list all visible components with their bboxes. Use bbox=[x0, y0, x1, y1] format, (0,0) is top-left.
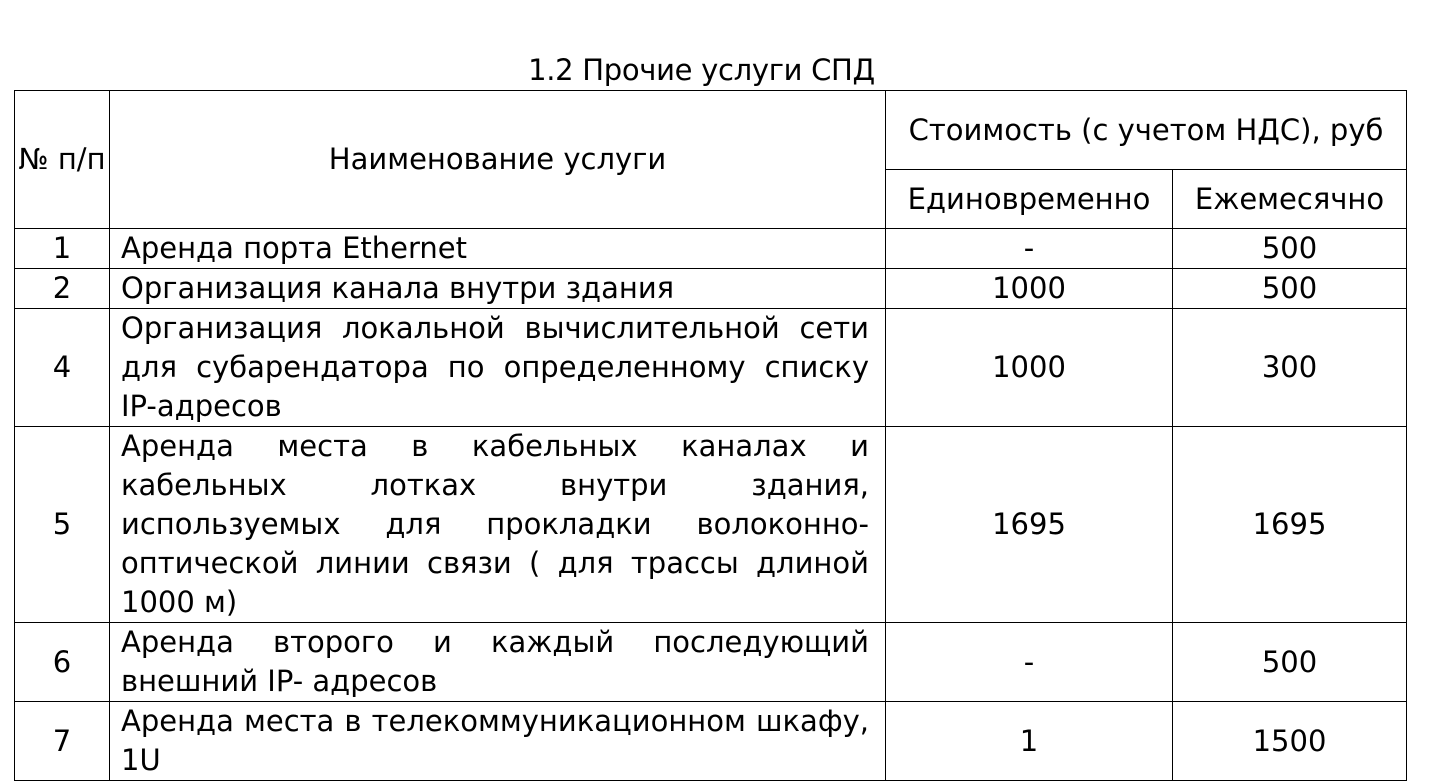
services-table bbox=[14, 90, 1407, 781]
row-one-time-cost: - bbox=[886, 229, 1173, 269]
header-number: № п/п bbox=[15, 91, 110, 229]
row-one-time-cost: 1000 bbox=[886, 309, 1173, 427]
row-service-name: Организация локальной вычислительной сети для субарендатора по определенному списку IP-адресов bbox=[110, 309, 886, 427]
row-monthly-cost: 300 bbox=[1173, 309, 1407, 427]
header-service-name: Наименование услуги bbox=[110, 91, 886, 229]
row-number: 7 bbox=[15, 702, 110, 781]
row-number: 2 bbox=[15, 269, 110, 309]
row-monthly-cost: 500 bbox=[1173, 229, 1407, 269]
row-monthly-cost: 500 bbox=[1173, 269, 1407, 309]
table-row bbox=[15, 427, 1407, 623]
row-monthly-cost: 500 bbox=[1173, 623, 1407, 702]
header-one-time: Единовременно bbox=[886, 170, 1173, 229]
row-one-time-cost: 1000 bbox=[886, 269, 1173, 309]
row-monthly-cost: 1695 bbox=[1173, 427, 1407, 623]
row-one-time-cost: 1 bbox=[886, 702, 1173, 781]
row-service-name: Аренда второго и каждый последующий внешний IP- адресов bbox=[110, 623, 886, 702]
row-service-name: Организация канала внутри здания bbox=[110, 269, 886, 309]
table-row bbox=[15, 702, 1407, 781]
row-number: 1 bbox=[15, 229, 110, 269]
row-service-name: Аренда порта Ethernet bbox=[110, 229, 886, 269]
row-number: 5 bbox=[15, 427, 110, 623]
table-header-row bbox=[15, 91, 1407, 170]
row-one-time-cost: - bbox=[886, 623, 1173, 702]
row-monthly-cost: 1500 bbox=[1173, 702, 1407, 781]
row-number: 6 bbox=[15, 623, 110, 702]
row-number: 4 bbox=[15, 309, 110, 427]
table-row bbox=[15, 269, 1407, 309]
table-row bbox=[15, 229, 1407, 269]
table-row bbox=[15, 309, 1407, 427]
row-service-name: Аренда места в кабельных каналах и кабельных лотках внутри здания, используемых для прокладки волоконно-оптической линии связи ( для трассы длиной 1000 м) bbox=[110, 427, 886, 623]
row-one-time-cost: 1695 bbox=[886, 427, 1173, 623]
document-title: 1.2 Прочие услуги СПД bbox=[528, 53, 875, 87]
row-service-name: Аренда места в телекоммуникационном шкафу, 1U bbox=[110, 702, 886, 781]
header-cost: Стоимость (с учетом НДС), руб bbox=[886, 91, 1407, 170]
header-monthly: Ежемесячно bbox=[1173, 170, 1407, 229]
table-row bbox=[15, 623, 1407, 702]
